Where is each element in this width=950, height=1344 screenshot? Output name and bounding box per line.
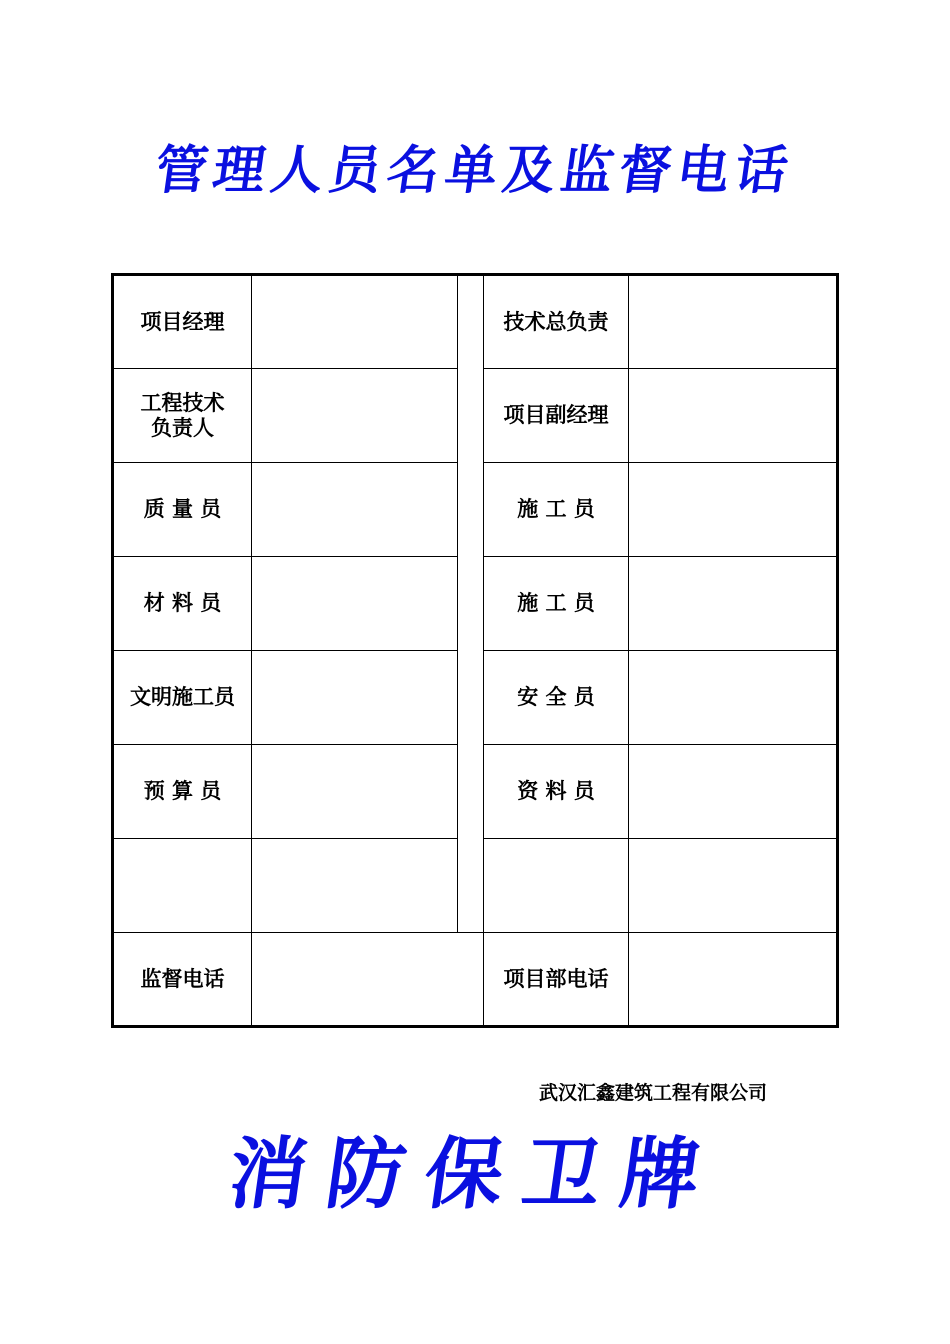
value-construction-worker[interactable] xyxy=(629,463,839,556)
label-chief-technical-officer: 技术总负责 xyxy=(503,309,609,334)
value-budget-officer[interactable] xyxy=(252,745,457,838)
value-blank[interactable] xyxy=(252,839,457,932)
value-deputy-project-manager[interactable] xyxy=(629,369,839,462)
value-project-manager[interactable] xyxy=(252,276,457,368)
label-project-dept-phone: 项目部电话 xyxy=(503,966,609,991)
label-civilized-construction-officer: 文明施工员 xyxy=(130,685,235,709)
value-construction-worker[interactable] xyxy=(629,557,839,650)
footer-title: 消防保卫牌 xyxy=(222,1129,726,1220)
value-chief-technical-officer[interactable] xyxy=(629,276,839,368)
label-construction-worker: 施 工 员 xyxy=(517,591,595,615)
value-civilized-construction-officer[interactable] xyxy=(252,651,457,744)
page-title: 管理人员名单及监督电话 xyxy=(150,140,798,201)
label-technical-lead: 工程技术 负责人 xyxy=(140,390,225,440)
value-technical-lead[interactable] xyxy=(252,369,457,462)
value-documentation-officer[interactable] xyxy=(629,745,839,838)
staff-roster-table xyxy=(111,273,839,1028)
label-documentation-officer: 资 料 员 xyxy=(517,779,595,803)
value-materials-officer[interactable] xyxy=(252,557,457,650)
company-name: 武汉汇鑫建筑工程有限公司 xyxy=(539,1082,768,1104)
label-safety-officer: 安 全 员 xyxy=(517,685,595,709)
value-supervision-phone[interactable] xyxy=(252,933,483,1025)
value-safety-officer[interactable] xyxy=(629,651,839,744)
label-supervision-phone: 监督电话 xyxy=(140,966,225,991)
value-project-dept-phone[interactable] xyxy=(629,933,839,1025)
label-budget-officer: 预 算 员 xyxy=(143,779,222,803)
label-quality-inspector: 质 量 员 xyxy=(143,497,222,521)
label-blank xyxy=(484,839,628,932)
label-project-manager: 项目经理 xyxy=(140,309,225,334)
column-divider xyxy=(457,276,458,932)
label-materials-officer: 材 料 员 xyxy=(143,591,222,615)
label-deputy-project-manager: 项目副经理 xyxy=(503,403,609,427)
value-blank[interactable] xyxy=(629,839,839,932)
label-blank xyxy=(114,839,251,932)
label-construction-worker: 施 工 员 xyxy=(517,497,595,521)
value-quality-inspector[interactable] xyxy=(252,463,457,556)
